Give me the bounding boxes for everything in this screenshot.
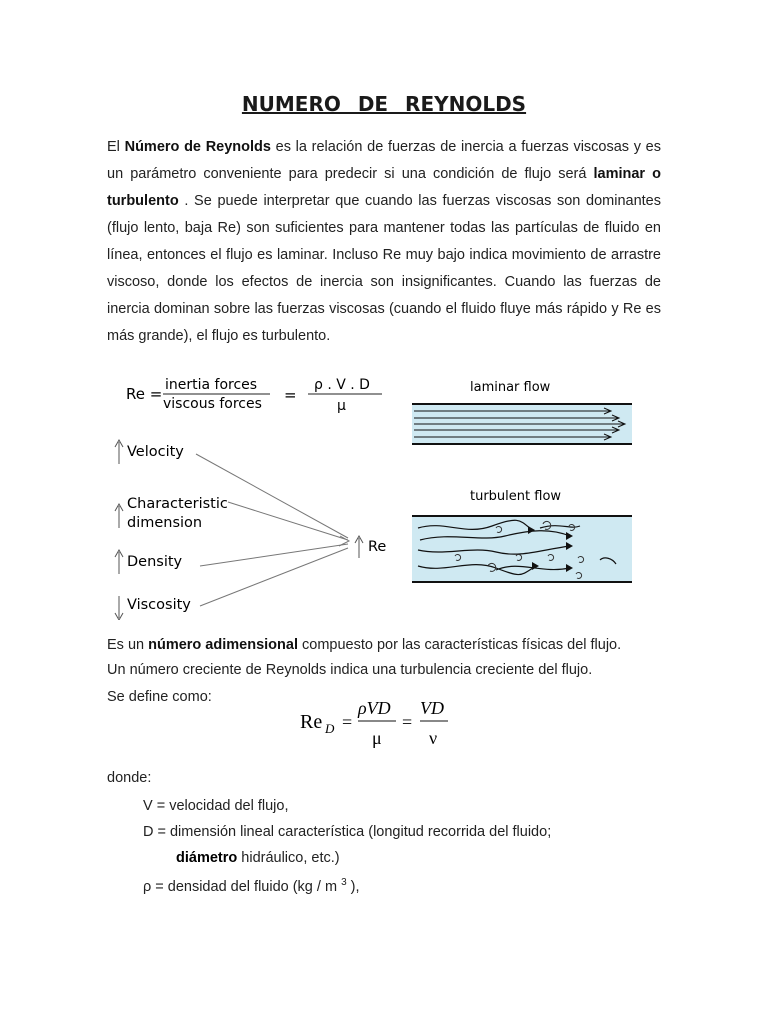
eq-num2: VD bbox=[420, 698, 444, 718]
turbulence-sentence: Un número creciente de Reynolds indica una turbulencia creciente del flujo. bbox=[107, 662, 593, 678]
intro-paragraph: El Número de Reynolds es la relación de fuerzas de inercia a fuerzas viscosas y es un parámetro conveniente para predecir si una condición de flujo será laminar o turbulento . Se puede interpretar que cuando las fuerzas viscosas son dominantes (flujo lento, baja Re) son suficientes para mantener todas las partículas de fluido en línea, entonces el flujo es laminar. Incluso Re muy bajo indica movimiento de arrastre viscoso, donde los efectos de inercia son insignificantes. Cuando las fuerzas de inercia dominan sobre las fuerzas viscosas (cuando el fluido fluye más rápido y Re es más grande), el flujo es turbulento. bbox=[107, 139, 662, 344]
figure-re-label: Re = bbox=[126, 385, 163, 403]
term-diametro: diámetro bbox=[176, 850, 238, 866]
figure-formula-num: ρ . V . D bbox=[314, 377, 370, 393]
factor-result-re: Re bbox=[368, 539, 387, 555]
factor-velocity: Velocity bbox=[127, 444, 184, 460]
up-arrow-icon bbox=[115, 504, 123, 528]
reynolds-equation bbox=[296, 690, 466, 752]
reynolds-figure bbox=[100, 360, 640, 620]
eq-den1: μ bbox=[372, 728, 382, 748]
eq-sub: D bbox=[325, 721, 335, 736]
factor-dimension: dimension bbox=[127, 515, 203, 531]
term-adimensional: número adimensional bbox=[148, 637, 298, 653]
def-dimension: D = dimensión lineal característica (longitud recorrida del fluido; bbox=[143, 824, 552, 840]
up-arrow-icon bbox=[355, 536, 363, 558]
define-label: Se define como: bbox=[107, 689, 212, 705]
factor-characteristic: Characteristic bbox=[127, 496, 228, 512]
donde-label: donde: bbox=[107, 770, 152, 786]
eq-equals-1: = bbox=[342, 712, 353, 732]
def-dimension-cont: diámetro hidráulico, etc.) bbox=[176, 850, 340, 866]
figure-equals: = bbox=[284, 386, 297, 404]
dimensionless-paragraph: Es un número adimensional compuesto por las características físicas del flujo. bbox=[107, 637, 622, 653]
eq-equals-2: = bbox=[402, 712, 413, 732]
def-velocity: V = velocidad del flujo, bbox=[143, 798, 289, 814]
figure-fraction-den: viscous forces bbox=[163, 396, 262, 412]
factor-density: Density bbox=[127, 554, 183, 570]
term-laminar-turbulent: laminar o turbulento bbox=[107, 166, 662, 209]
eq-lhs: Re bbox=[300, 711, 323, 733]
factor-viscosity: Viscosity bbox=[127, 597, 191, 613]
eq-den2: ν bbox=[429, 728, 438, 748]
down-arrow-icon bbox=[115, 596, 123, 620]
turbulent-flow-label: turbulent flow bbox=[470, 489, 562, 504]
up-arrow-icon bbox=[115, 550, 123, 574]
up-arrow-icon bbox=[115, 440, 123, 464]
page-title: NUMERO DE REYNOLDS bbox=[241, 92, 527, 116]
figure-fraction-num: inertia forces bbox=[165, 377, 258, 393]
laminar-flow-label: laminar flow bbox=[470, 380, 551, 395]
term-reynolds: Número de Reynolds bbox=[124, 139, 271, 155]
def-density: ρ = densidad del fluido (kg / m $^3$ ), bbox=[143, 877, 360, 895]
figure-formula-den: μ bbox=[337, 398, 346, 414]
eq-num1: ρVD bbox=[358, 698, 391, 718]
